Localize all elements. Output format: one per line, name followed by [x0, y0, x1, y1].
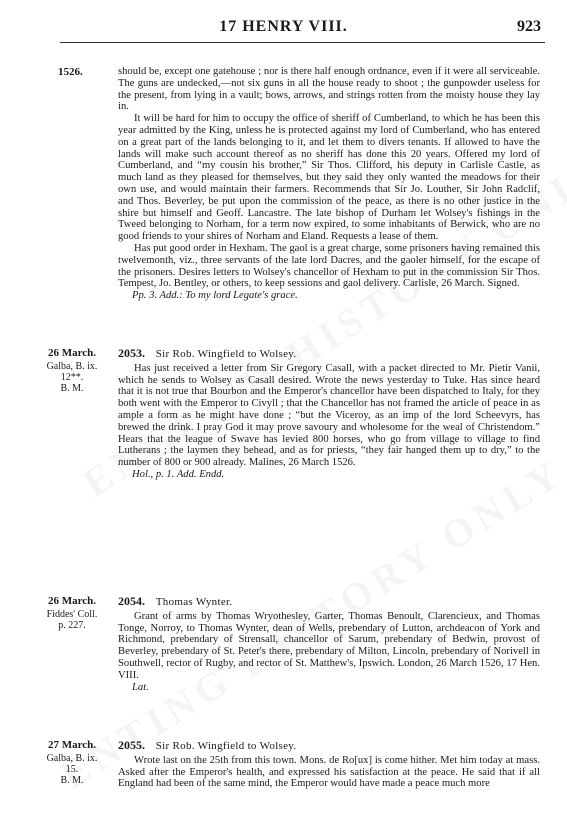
- margin-ref: Fiddes' Coll.: [46, 609, 98, 620]
- entry-2054: [118, 596, 540, 693]
- margin-ref: B. M.: [60, 775, 84, 786]
- paragraph: should be, except one gatehouse ; nor is there half enough ordnance, even if it were all serviceable. The guns are undecked,—not six guns in all the house ready to shoot ; the gunpowder useless for the present, from lying in a vault; bows, arrows, and strings rotten from the moisty house they lay in.: [118, 66, 540, 113]
- entry-number: 2053.: [118, 346, 145, 360]
- paragraph: Wrote last on the 25th from this town. Mons. de Ro[ux] is come hither. Met him today at mass. Asked after the Emperor's health, and expressed his satisfaction at the peace. He said that if all England had been of the same mind, the Emperor would have made a peace much more: [118, 754, 540, 790]
- paragraph: Grant of arms by Thomas Wryothesley, Garter, Thomas Benoult, Clarencieux, and Thomas Tonge, Norroy, to Thomas Wynter, dean of Wells, prebendary of Lutton, archdeacon of York and Richmond, prebendary of Strensall, chancellor of Sarum, prebendary of Bedwin, provost of Beverley, prebendary of St. Peter's there, prebendary of Milton, Lincoln, prebendary of Norivell in Southwell, rector of Rugby, and rector of St. Matthew's, Ipswich. London, 26 March 1526, 17 Hen. VIII.: [118, 610, 540, 681]
- header-rule: [60, 42, 545, 43]
- margin-date: 26 March.: [47, 347, 97, 359]
- entry-title: Thomas Wynter.: [155, 596, 233, 608]
- margin-ref: B. M.: [60, 383, 84, 394]
- entry-heading: [118, 740, 540, 753]
- running-title: 17 HENRY VIII.: [219, 18, 348, 35]
- margin-ref: Galba, B. ix.: [46, 753, 98, 764]
- margin-note: [28, 740, 116, 786]
- entry-number: 2054.: [118, 594, 145, 608]
- entry-2053: [118, 348, 540, 481]
- page-number: 923: [517, 18, 541, 35]
- margin-note: [28, 348, 116, 394]
- margin-ref: Galba, B. ix.: [46, 361, 98, 372]
- entry-title: Sir Rob. Wingfield to Wolsey.: [155, 348, 297, 360]
- entry-number: 2055.: [118, 738, 145, 752]
- margin-ref: 12**.: [60, 372, 84, 383]
- entry-heading: [118, 348, 540, 361]
- paragraph: Has just received a letter from Sir Gregory Casall, with a packet directed to Mr. Pietir Vanii, which he sends to Wolsey as Casall desired. Wrote the news yesterday to Tuke. Has since heard that it is not true that Bourbon and the Emperor's chancellor have been dispatched to Italy, for they both went with the Emperor to Civyll ; that the Chancellor has not framed the article of peace in as ample a form as he might have done ; “but the Viceroy, as an imp of the lord Scheevyrs, has brewed the drink. I pray God it may prove savoury and wholesome for the weal of Christendom.” Hears that the league of Swave has levied 800 horses, who go from village to village to find Lutherans ; the laymen they behead, and as for priests, “they fair hanged them up to dry,” to the number of 800 or 900 already. Malines, 26 March 1526.: [118, 362, 540, 469]
- document-meta: Lat.: [132, 681, 149, 693]
- margin-date: 26 March.: [47, 595, 97, 607]
- entry-2055: [118, 740, 540, 790]
- paragraph: Has put good order in Hexham. The gaol is a great charge, some prisoners having remained this twelvemonth, viz., three servants of the late lord Dacres, and the gaoler himself, for the escape of the prisoners. Desires letters to Wolsey's chancellor of Hexham to put in the commission Sir Thos. Tempest, Jo. Bentley, or others, to keep sessions and gaol delivery. Carlisle, 26 March. Signed.: [118, 242, 540, 290]
- paragraph: It will be hard for him to occupy the office of sheriff of Cumberland, to which he has been this year admitted by the King, unless he is protected against my lord of Cumberland, who has entered on a great part of the lands belonging to it, and let them to divers tenants. If allowed to have the lands will make such account thereof as no sheriff has done this 20 years. Offered my lord of Cumberland, and “my cousin his brother,” Sir Thos. Clifford, his deputy in Carlisle Castle, as much land as they pleased for themselves, but they said they only wanted the meadows for their own use, and would maintain their farmers. Recommends that Sir Jo. Louther, Sir John Radclif, and Thos. Beverley, be put upon the commission of the peace, as there is no other justice in the shire but himself and Geoff. Lancastre. The late bishop of Durham let Wolsey's fishings in the Tweed belonging to Norham, for a term now expired, to some inhabitants of Berwick, who are no good friends to your shires of Norham and Eland. Requests a lease of them.: [118, 113, 540, 243]
- margin-year: 1526.: [58, 66, 83, 78]
- entry-title: Sir Rob. Wingfield to Wolsey.: [155, 740, 297, 752]
- continuation-text: [118, 66, 540, 302]
- entry-heading: [118, 596, 540, 609]
- margin-ref: p. 227.: [58, 620, 86, 631]
- margin-ref: 15.: [65, 764, 79, 775]
- margin-date: 27 March.: [47, 739, 97, 751]
- document-meta: Hol., p. 1. Add. Endd.: [132, 468, 225, 480]
- document-meta: Pp. 3. Add.: To my lord Legate's grace.: [132, 290, 298, 302]
- page-header: [0, 16, 567, 42]
- margin-note: [28, 596, 116, 631]
